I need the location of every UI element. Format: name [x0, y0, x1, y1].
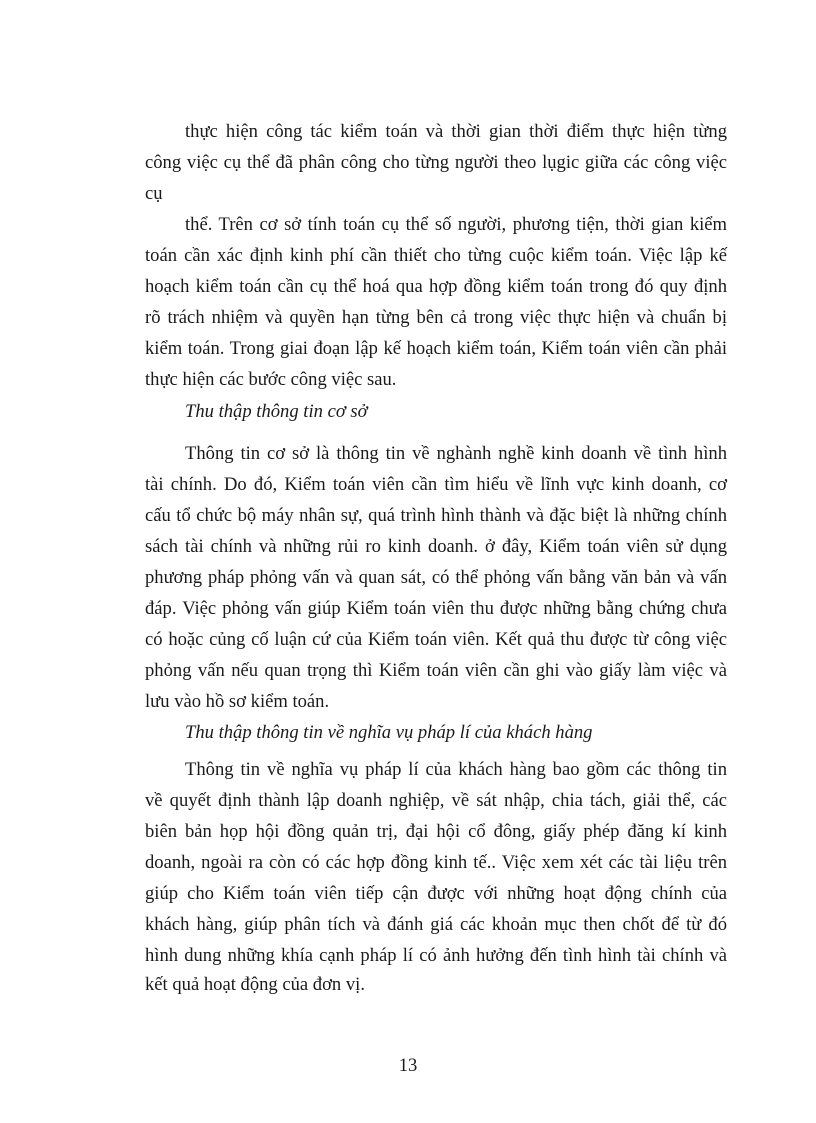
paragraph-line: phỏng vấn nếu quan trọng thì Kiểm toán viên cần ghi vào giấy làm việc và: [145, 660, 727, 681]
paragraph-line: cụ: [145, 183, 163, 204]
paragraph-line: Thông tin cơ sở là thông tin về nghành nghề kinh doanh về tình hình: [185, 443, 727, 464]
page-number: 13: [398, 1055, 418, 1076]
paragraph-line: giúp cho Kiểm toán viên tiếp cận được với những hoạt động chính của: [145, 883, 727, 904]
paragraph-line: công việc cụ thể đã phân công cho từng người theo lụgic giữa các công việc: [145, 152, 727, 173]
paragraph-line: thực hiện công tác kiểm toán và thời gian thời điểm thực hiện từng: [185, 121, 727, 142]
paragraph-line: về quyết định thành lập doanh nghiệp, về sát nhập, chia tách, giải thể, các: [145, 790, 727, 811]
paragraph-line: tài chính. Do đó, Kiểm toán viên cần tìm hiểu về lĩnh vực kinh doanh, cơ: [145, 474, 727, 495]
paragraph-line: rõ trách nhiệm và quyền hạn từng bên cả trong việc thực hiện và chuẩn bị: [145, 307, 727, 328]
paragraph-line: thực hiện các bước công việc sau.: [145, 369, 397, 390]
paragraph-line: doanh, ngoài ra còn có các hợp đồng kinh tế.. Việc xem xét các tài liệu trên: [145, 852, 727, 873]
paragraph-line: có hoặc củng cố luận cứ của Kiểm toán viên. Kết quả thu được từ công việc: [145, 629, 727, 650]
paragraph-line: toán cần xác định kinh phí cần thiết cho từng cuộc kiểm toán. Việc lập kế: [145, 245, 727, 266]
paragraph-line: thể. Trên cơ sở tính toán cụ thể số người, phương tiện, thời gian kiểm: [185, 214, 727, 235]
paragraph-line: biên bản họp hội đồng quản trị, đại hội cổ đông, giấy phép đăng kí kinh: [145, 821, 727, 842]
paragraph-line: đáp. Việc phỏng vấn giúp Kiểm toán viên thu được những bằng chứng chưa: [145, 598, 727, 619]
paragraph-line: hoạch kiểm toán cần cụ thể hoá qua hợp đồng kiểm toán trong đó quy định: [145, 276, 727, 297]
paragraph-line: kết quả hoạt động của đơn vị.: [145, 974, 365, 995]
paragraph-line: phương pháp phỏng vấn và quan sát, có thể phỏng vấn bằng văn bản và vấn: [145, 567, 727, 588]
paragraph-line: hình dung những khía cạnh pháp lí có ảnh hưởng đến tình hình tài chính và: [145, 945, 727, 966]
section-heading: Thu thập thông tin cơ sở: [185, 401, 368, 422]
paragraph-line: khách hàng, giúp phân tích và đánh giá các khoản mục then chốt để từ đó: [145, 914, 727, 935]
paragraph-line: cấu tổ chức bộ máy nhân sự, quá trình hình thành và đặc biệt là những chính: [145, 505, 727, 526]
section-heading: Thu thập thông tin về nghĩa vụ pháp lí của khách hàng: [185, 722, 593, 743]
paragraph-line: sách tài chính và những rủi ro kinh doanh. ở đây, Kiểm toán viên sử dụng: [145, 536, 727, 557]
paragraph-line: lưu vào hồ sơ kiểm toán.: [145, 691, 330, 712]
paragraph-line: kiểm toán. Trong giai đoạn lập kế hoạch kiểm toán, Kiểm toán viên cần phải: [145, 338, 727, 359]
paragraph-line: Thông tin về nghĩa vụ pháp lí của khách hàng bao gồm các thông tin: [185, 759, 727, 780]
